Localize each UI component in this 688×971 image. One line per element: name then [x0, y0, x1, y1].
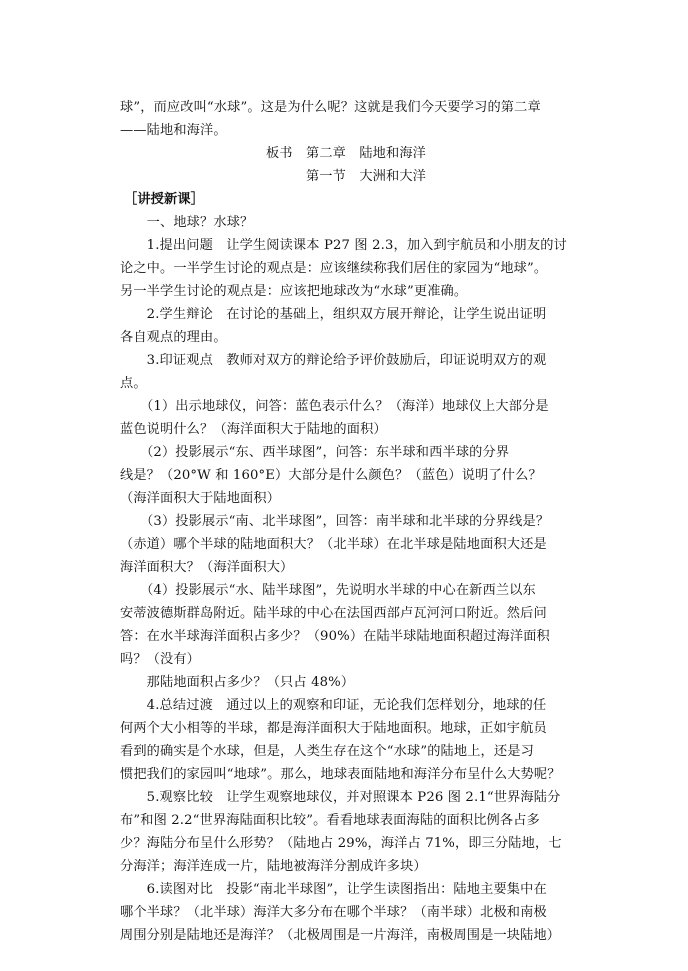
- text-line: ——陆地和海洋。: [120, 123, 227, 138]
- text-line: 安蒂波德斯群岛附近。陆半球的中心在法国西部卢瓦河河口附近。然后问: [120, 606, 547, 621]
- text-line: 布”和图 2.2“世界海陆面积比较”。看看地球表面海陆的面积比例各占多: [120, 813, 540, 828]
- text-line: 2.学生辩论 在讨论的基础上，组织双方展开辩论，让学生说出证明: [120, 307, 547, 322]
- section-title: 第一节 大洲和大洋: [305, 169, 427, 184]
- text-line: 一、地球？水球？: [120, 215, 254, 230]
- text-line: 3.印证观点 教师对双方的辩论给予评价鼓励后，印证说明双方的观: [120, 353, 547, 368]
- text-line: （4）投影展示“水、陆半球图”，先说明水半球的中心在新西兰以东: [120, 583, 536, 598]
- text-line: 5.观察比较 让学生观察地球仪，并对照课本 P26 图 2.1“世界海陆分: [120, 790, 561, 805]
- text-line: 答：在水半球海洋面积占多少？（90%）在陆半球陆地面积超过海洋面积: [120, 629, 550, 644]
- text-line: 4.总结过渡 通过以上的观察和印证，无论我们怎样划分，地球的任: [120, 698, 547, 713]
- text-line: 少？海陆分布呈什么形势？（陆地占 29%，海洋占 71%，即三分陆地，七: [120, 836, 562, 851]
- text-line: （赤道）哪个半球的陆地面积大？（北半球）在北半球是陆地面积大还是: [120, 537, 547, 552]
- section-heading: ［讲授新课］: [124, 192, 205, 207]
- text-line: 分海洋；海洋连成一片，陆地被海洋分割成许多块）: [120, 859, 427, 874]
- text-line: 各自观点的理由。: [120, 330, 227, 345]
- text-line: 看到的确实是个水球，但是，人类生存在这个“水球”的陆地上，还是习: [120, 744, 534, 759]
- text-line: 吗？（没有）: [120, 652, 201, 667]
- board-title: 板书 第二章 陆地和海洋: [265, 146, 427, 161]
- text-line: 海洋面积大？（海洋面积大）: [120, 560, 294, 575]
- text-line: 蓝色说明什么？（海洋面积大于陆地的面积）: [120, 422, 387, 437]
- text-line: 周围分别是陆地还是海洋？（北极周围是一片海洋，南极周围是一块陆地）: [120, 928, 561, 943]
- text-line: 线是？（20°W 和 160°E）大部分是什么颜色？（蓝色）说明了什么？: [120, 468, 542, 483]
- text-line: 另一半学生讨论的观点是：应该把地球改为“水球”更准确。: [120, 284, 468, 299]
- text-line: 6.读图对比 投影“南北半球图”，让学生读图指出：陆地主要集中在: [120, 882, 547, 897]
- text-line: 那陆地面积占多少？（只占 48%）: [120, 675, 355, 690]
- text-line: 点。: [120, 376, 147, 391]
- text-line: （海洋面积大于陆地面积）: [120, 491, 281, 506]
- text-line: 论之中。一半学生讨论的观点是：应该继续称我们居住的家园为“地球”。: [120, 261, 548, 276]
- text-line: 何两个大小相等的半球，都是海洋面积大于陆地面积。地球，正如宇航员: [120, 721, 547, 736]
- text-line: 哪个半球？（北半球）海洋大多分布在哪个半球？（南半球）北极和南极: [120, 905, 547, 920]
- text-line: 1.提出问题 让学生阅读课本 P27 图 2.3，加入到宇航员和小朋友的讨: [120, 238, 567, 253]
- text-line: （1）出示地球仪，问答：蓝色表示什么？（海洋）地球仪上大部分是: [120, 399, 549, 414]
- text-line: （2）投影展示“东、西半球图”，问答：东半球和西半球的分界: [120, 445, 510, 460]
- text-line: 球”，而应改叫“水球”。这是为什么呢？这就是我们今天要学习的第二章: [120, 100, 541, 115]
- text-line: （3）投影展示“南、北半球图”，回答：南半球和北半球的分界线是？: [120, 514, 550, 529]
- text-line: 惯把我们的家园叫“地球”。那么，地球表面陆地和海洋分布呈什么大势呢？: [120, 767, 561, 782]
